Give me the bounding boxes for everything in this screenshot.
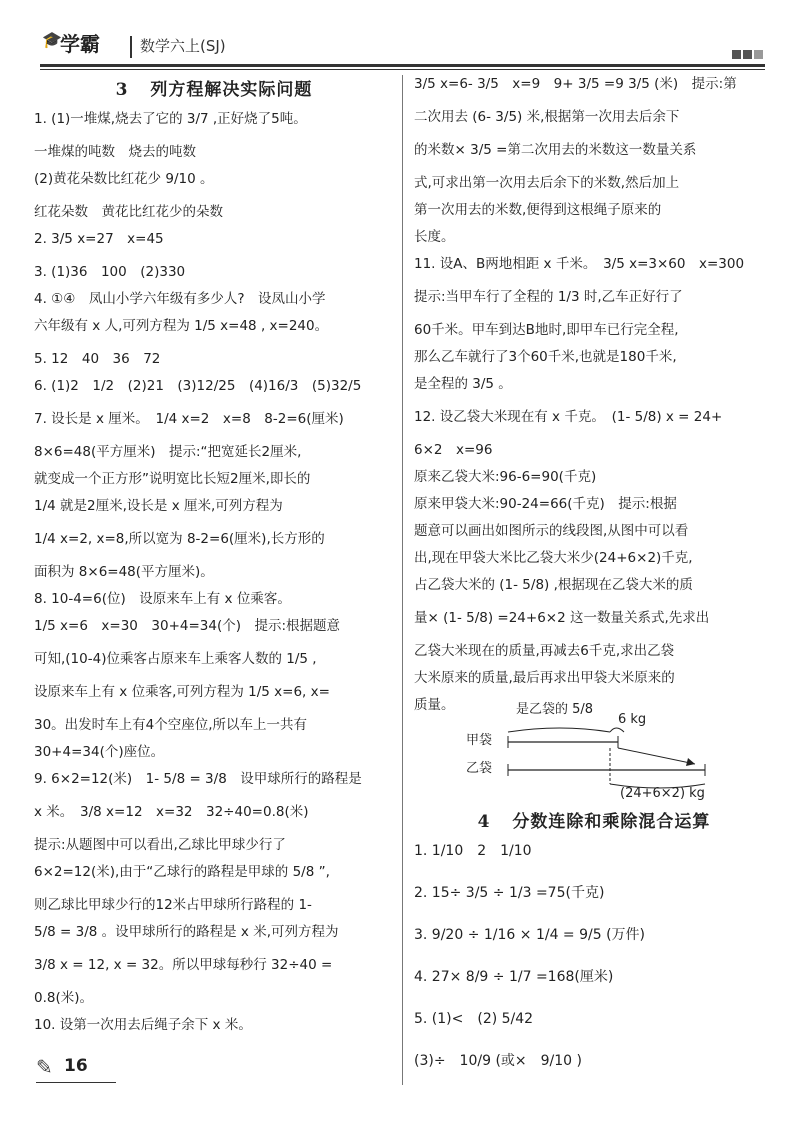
answer-line: 1. (1)一堆煤,烧去了它的 3/7 ,正好烧了5吨。 [34,111,307,128]
section-3-heading [34,80,394,101]
answer-line: 8×6=48(平方厘米) 提示:“把宽延长2厘米, [34,444,302,461]
answer-line: 6×2=12(米),由于“乙球行的路程是甲球的 5/8 ”, [34,864,330,881]
answer-line: 质量。 [414,697,455,713]
answer-line: 设原来车上有 x 位乘客,可列方程为 1/5 x=6, x= [34,684,330,701]
answer-line: 则乙球比甲球少行的12米占甲球所行路程的 1- [34,897,312,914]
answer-list [34,111,394,1041]
diagram-top-label: 是乙袋的 5/8 [516,702,594,717]
answer-line: 一堆煤的吨数 烧去的吨数 [34,144,196,161]
brand-logo: 学霸 [60,32,100,56]
section-title: 列方程解决实际问题 [150,80,313,100]
answer-line: 5. 12 40 36 72 [34,351,161,368]
answer-line: 2. 15÷ 3/5 ÷ 1/3 =75(千克) [414,885,605,902]
answer-line: 2. 3/5 x=27 x=45 [34,231,164,248]
header-square-icon [732,50,741,59]
answer-line: 大米原来的质量,最后再求出甲袋大米原来的 [414,670,675,686]
answer-line: 红花朵数 黄花比红花少的朵数 [34,204,223,221]
answer-line: 3/5 x=6- 3/5 x=9 9+ 3/5 =9 3/5 (米) 提示:第 [414,76,737,92]
page-header [40,30,765,68]
answer-line: 11. 设A、B两地相距 x 千米。 3/5 x=3×60 x=300 [414,256,745,272]
small-brace [610,728,624,732]
answer-line: 8. 10-4=6(位) 设原来车上有 x 位乘客。 [34,591,291,608]
diagram-seg-label: 6 kg [618,712,647,727]
section-4-heading [414,812,774,833]
answer-line: 量× (1- 5/8) =24+6×2 这一数量关系式,先求出 [414,610,710,626]
answer-line: 6. (1)2 1/2 (2)21 (3)12/25 (4)16/3 (5)32/5 [34,378,362,395]
section-4 [414,808,774,1095]
left-column [34,76,394,1044]
answer-line: 5. (1)< (2) 5/42 [414,1011,534,1028]
footer-rule [36,1082,116,1083]
answer-line: 就变成一个正方形”说明宽比长短2厘米,即长的 [34,471,311,488]
answer-line: 的米数× 3/5 =第二次用去的米数这一数量关系 [414,142,697,158]
answer-line: 可知,(10-4)位乘客占原来车上乘客人数的 1/5 , [34,651,317,668]
answer-line: 12. 设乙袋大米现在有 x 千克。 (1- 5/8) x = 24+ [414,409,723,425]
answer-line: 那么乙车就行了3个60千米,也就是180千米, [414,349,677,365]
answer-line: 是全程的 3/5 。 [414,376,512,392]
answer-line: (3)÷ 10/9 (或× 9/10 ) [414,1053,582,1070]
answer-line: 二次用去 (6- 3/5) 米,根据第一次用去后余下 [414,109,680,125]
answer-line: 1/4 就是2厘米,设长是 x 厘米,可列方程为 [34,498,283,515]
answer-line: 六年级有 x 人,可列方程为 1/5 x=48 , x=240。 [34,318,329,335]
answer-line: 3. 9/20 ÷ 1/16 × 1/4 = 9/5 (万件) [414,927,646,944]
answer-list [414,843,774,1089]
answer-line: (2)黄花朵数比红花少 9/10 。 [34,171,214,188]
header-separator [130,36,132,58]
answer-line: 占乙袋大米的 (1- 5/8) ,根据现在乙袋大米的质 [414,577,693,593]
answer-line: 7. 设长是 x 厘米。 1/4 x=2 x=8 8-2=6(厘米) [34,411,344,428]
section-number: 3 [115,80,129,100]
arrow-head-icon [686,758,695,766]
answer-line: 乙袋大米现在的质量,再减去6千克,求出乙袋 [414,643,675,659]
answer-line: 式,可求出第一次用去后余下的米数,然后加上 [414,175,680,191]
answer-line: 提示:从题图中可以看出,乙球比甲球少行了 [34,837,286,854]
answer-line: 30。出发时车上有4个空座位,所以车上一共有 [34,717,308,734]
right-column [414,76,774,724]
line-segment-diagram [460,704,760,804]
answer-line: 面积为 8×6=48(平方厘米)。 [34,564,214,581]
answer-line: x 米。 3/8 x=12 x=32 32÷40=0.8(米) [34,804,309,821]
answer-line: 原来甲袋大米:90-24=66(千克) 提示:根据 [414,496,677,512]
header-square-icon [754,50,763,59]
diagram-bag-a: 甲袋 [466,733,493,748]
answer-line: 提示:当甲车行了全程的 1/3 时,乙车正好行了 [414,289,683,305]
diagram-bag-b: 乙袋 [466,761,493,776]
header-square-icon [743,50,752,59]
graduation-cap-icon: 🎓 [42,30,62,49]
answer-line: 4. ①④ 凤山小学六年级有多少人? 设凤山小学 [34,291,326,308]
answer-line: 3. (1)36 100 (2)330 [34,264,186,281]
section-title: 分数连除和乘除混合运算 [512,812,711,832]
answer-line: 第一次用去的米数,便得到这根绳子原来的 [414,202,662,218]
answer-line: 出,现在甲袋大米比乙袋大米少(24+6×2)千克, [414,550,693,566]
page-number: 16 [64,1056,88,1076]
answer-list [414,76,774,721]
header-rule-thin [40,69,765,70]
move-arrow [618,748,695,764]
section-number: 4 [477,812,491,832]
top-brace [508,728,610,732]
diagram-bottom-label: (24+6×2) kg [620,786,705,801]
answer-line: 10. 设第一次用去后绳子余下 x 米。 [34,1017,252,1034]
answer-line: 长度。 [414,229,455,245]
answer-line: 5/8 = 3/8 。设甲球所行的路程是 x 米,可列方程为 [34,924,339,941]
header-rule [40,64,765,67]
pencil-icon: ✎ [36,1055,53,1079]
answer-line: 1/5 x=6 x=30 30+4=34(个) 提示:根据题意 [34,618,341,635]
column-divider [402,75,403,1085]
answer-line: 0.8(米)。 [34,990,94,1007]
book-title: 数学六上(SJ) [140,37,226,55]
answer-line: 30+4=34(个)座位。 [34,744,165,761]
answer-line: 6×2 x=96 [414,442,493,458]
answer-line: 9. 6×2=12(米) 1- 5/8 = 3/8 设甲球所行的路程是 [34,771,362,788]
answer-line: 3/8 x = 12, x = 32。所以甲球每秒行 32÷40 = [34,957,333,974]
answer-line: 1. 1/10 2 1/10 [414,843,532,860]
diagram-svg [460,704,760,804]
answer-line: 60千米。甲车到达B地时,即甲车已行完全程, [414,322,679,338]
answer-line: 4. 27× 8/9 ÷ 1/7 =168(厘米) [414,969,614,986]
answer-line: 1/4 x=2, x=8,所以宽为 8-2=6(厘米),长方形的 [34,531,325,548]
answer-line: 原来乙袋大米:96-6=90(千克) [414,469,597,485]
answer-line: 题意可以画出如图所示的线段图,从图中可以看 [414,523,689,539]
